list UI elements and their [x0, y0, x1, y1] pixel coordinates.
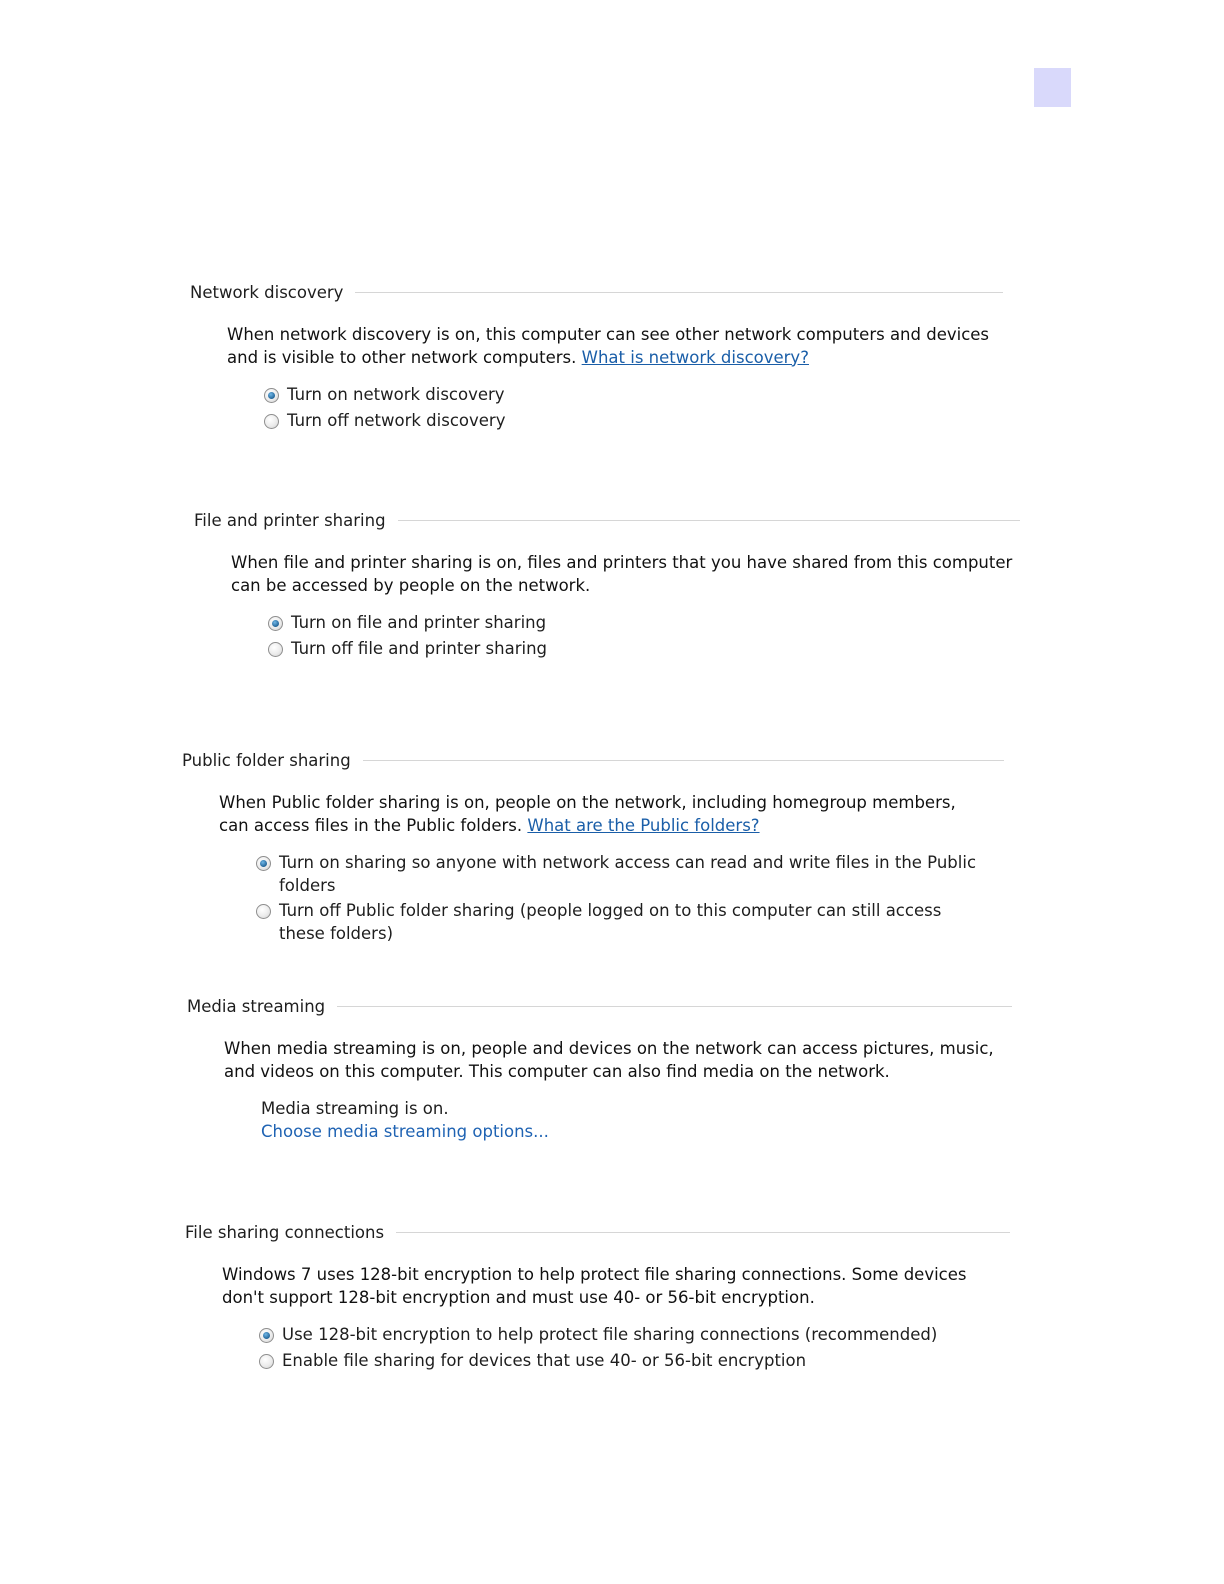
section-divider	[398, 520, 1020, 521]
radio-button-icon[interactable]	[259, 1328, 274, 1343]
radio-group	[264, 384, 1003, 432]
section-divider	[363, 760, 1004, 761]
description-text: When Public folder sharing is on, people on the network, including homegroup members, can access files in the Public folders.	[219, 793, 956, 835]
radio-button-icon[interactable]	[259, 1354, 274, 1369]
radio-use-128-bit-encryption[interactable]	[259, 1324, 1010, 1347]
description-text: When media streaming is on, people and devices on the network can access pictures, music, and videos on this computer. This computer can also find media on the network.	[224, 1039, 994, 1081]
section-title: Network discovery	[190, 282, 344, 302]
radio-turn-on-network-discovery[interactable]	[264, 384, 1003, 407]
radio-turn-on-file-printer-sharing[interactable]	[268, 612, 1020, 635]
media-streaming-status	[261, 1098, 1012, 1143]
section-divider	[396, 1232, 1010, 1233]
section-title: Public folder sharing	[182, 750, 351, 770]
radio-button-icon[interactable]	[256, 856, 271, 871]
radio-button-icon[interactable]	[256, 904, 271, 919]
section-title: Media streaming	[187, 996, 326, 1016]
network-discovery-help-link[interactable]: What is network discovery?	[581, 347, 809, 367]
description-text: When network discovery is on, this computer can see other network computers and devices and is visible to other network computers.	[227, 325, 990, 367]
radio-label: Turn on file and printer sharing	[291, 613, 547, 632]
radio-enable-40-56-bit-encryption[interactable]	[259, 1350, 1010, 1373]
radio-button-icon[interactable]	[268, 642, 283, 657]
radio-turn-off-file-printer-sharing[interactable]	[268, 638, 1020, 661]
radio-label: Turn on sharing so anyone with network access can read and write files in the Public folders	[279, 853, 977, 895]
description-text: Windows 7 uses 128-bit encryption to help protect file sharing connections. Some devices don't support 128-bit encryption and must use 40- or 56-bit encryption.	[222, 1265, 967, 1307]
radio-label: Turn off Public folder sharing (people logged on to this computer can still access these folders)	[279, 901, 942, 943]
radio-group	[256, 852, 1004, 945]
status-text: Media streaming is on.	[261, 1099, 449, 1118]
public-folders-help-link[interactable]: What are the Public folders?	[527, 815, 760, 835]
radio-button-icon[interactable]	[268, 616, 283, 631]
radio-button-icon[interactable]	[264, 388, 279, 403]
radio-label: Use 128-bit encryption to help protect file sharing connections (recommended)	[282, 1325, 938, 1344]
description-text: When file and printer sharing is on, files and printers that you have shared from this computer can be accessed by people on the network.	[231, 553, 1013, 595]
radio-label: Enable file sharing for devices that use 40- or 56-bit encryption	[282, 1350, 807, 1370]
section-header	[182, 747, 1004, 773]
section-title: File sharing connections	[185, 1222, 385, 1242]
section-divider	[355, 292, 1003, 293]
section-description	[231, 552, 1020, 597]
corner-highlight-box	[1034, 68, 1071, 107]
radio-group	[268, 612, 1020, 660]
public-folder-sharing-section	[182, 747, 1004, 948]
section-header	[194, 507, 1020, 533]
section-description	[227, 324, 1003, 369]
section-description	[219, 792, 964, 837]
radio-group	[259, 1324, 1010, 1372]
section-header	[187, 993, 1012, 1019]
radio-turn-off-public-folder-sharing[interactable]	[256, 900, 1004, 945]
file-printer-sharing-section	[194, 507, 1020, 663]
choose-media-streaming-options-link[interactable]: Choose media streaming options...	[261, 1121, 549, 1141]
radio-turn-off-network-discovery[interactable]	[264, 410, 1003, 433]
section-description	[224, 1038, 1012, 1083]
radio-label: Turn off network discovery	[287, 410, 506, 430]
section-header	[185, 1219, 1010, 1245]
file-sharing-connections-section	[185, 1219, 1010, 1375]
network-discovery-section	[190, 279, 1003, 435]
radio-button-icon[interactable]	[264, 414, 279, 429]
media-streaming-section	[187, 993, 1012, 1143]
radio-label: Turn off file and printer sharing	[291, 638, 548, 658]
radio-turn-on-public-folder-sharing[interactable]	[256, 852, 1004, 897]
section-title: File and printer sharing	[194, 510, 386, 530]
section-description	[222, 1264, 1010, 1309]
radio-label: Turn on network discovery	[287, 385, 505, 404]
section-header	[190, 279, 1003, 305]
section-divider	[337, 1006, 1012, 1007]
